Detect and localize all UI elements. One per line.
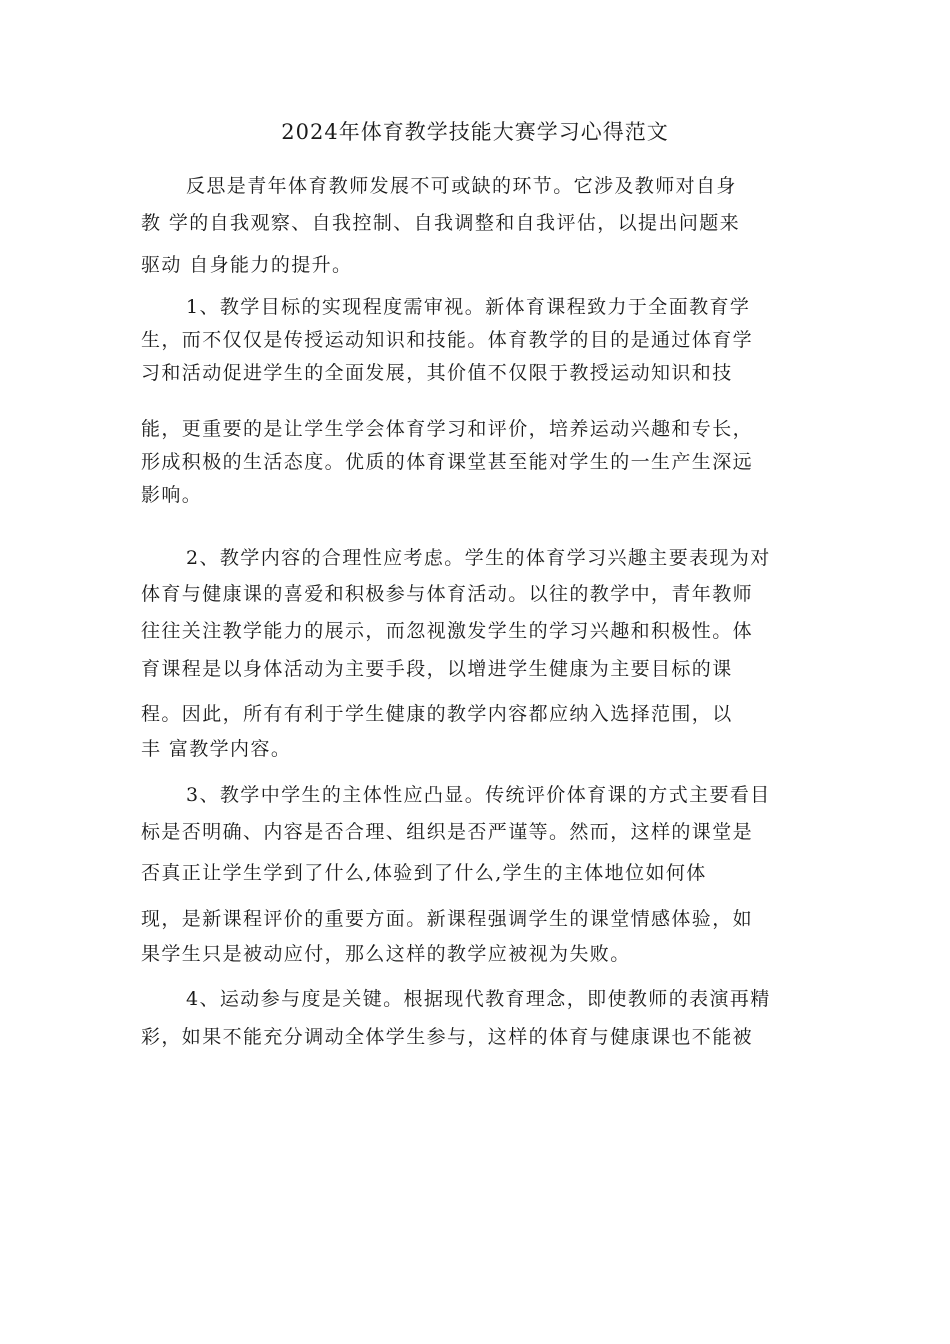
document-title: 2024年体育教学技能大赛学习心得范文 xyxy=(281,120,669,144)
body-line: 生，而不仅仅是传授运动知识和技能。体育教学的目的是通过体育学 xyxy=(141,329,754,351)
body-line: 现，是新课程评价的重要方面。新课程强调学生的课堂情感体验，如 xyxy=(141,908,754,930)
body-line: 彩，如果不能充分调动全体学生参与，这样的体育与健康课也不能被 xyxy=(141,1026,754,1048)
body-line: 3、教学中学生的主体性应凸显。传统评价体育课的方式主要看目 xyxy=(186,784,771,806)
body-line: 4、运动参与度是关键。根据现代教育理念，即使教师的表演再精 xyxy=(186,988,771,1010)
body-line: 能，更重要的是让学生学会体育学习和评价，培养运动兴趣和专长， xyxy=(141,418,754,440)
body-line: 2、教学内容的合理性应考虑。学生的体育学习兴趣主要表现为对 xyxy=(186,547,771,569)
body-line: 果学生只是被动应付，那么这样的教学应被视为失败。 xyxy=(141,943,631,965)
body-line: 形成积极的生活态度。优质的体育课堂甚至能对学生的一生产生深远 xyxy=(141,451,754,473)
body-line: 标是否明确、内容是否合理、组织是否严谨等。然而，这样的课堂是 xyxy=(141,821,754,843)
body-line: 丰 富教学内容。 xyxy=(141,738,292,760)
body-line: 1、教学目标的实现程度需审视。新体育课程致力于全面教育学 xyxy=(186,296,751,318)
body-line: 教 学的自我观察、自我控制、自我调整和自我评估，以提出问题来 xyxy=(141,212,741,234)
body-line: 反思是青年体育教师发展不可或缺的环节。它涉及教师对自身 xyxy=(186,175,737,197)
body-line: 往往关注教学能力的展示，而忽视激发学生的学习兴趣和积极性。体 xyxy=(141,620,754,642)
body-line: 体育与健康课的喜爱和积极参与体育活动。以往的教学中，青年教师 xyxy=(141,583,754,605)
body-line: 育课程是以身体活动为主要手段，以增进学生健康为主要目标的课 xyxy=(141,658,733,680)
body-line: 驱动 自身能力的提升。 xyxy=(141,254,353,276)
body-line: 影响。 xyxy=(141,484,203,506)
body-line: 程。因此，所有有利于学生健康的教学内容都应纳入选择范围，以 xyxy=(141,703,733,725)
body-line: 否真正让学生学到了什么,体验到了什么,学生的主体地位如何体 xyxy=(141,862,707,884)
body-line: 习和活动促进学生的全面发展，其价值不仅限于教授运动知识和技 xyxy=(141,362,733,384)
